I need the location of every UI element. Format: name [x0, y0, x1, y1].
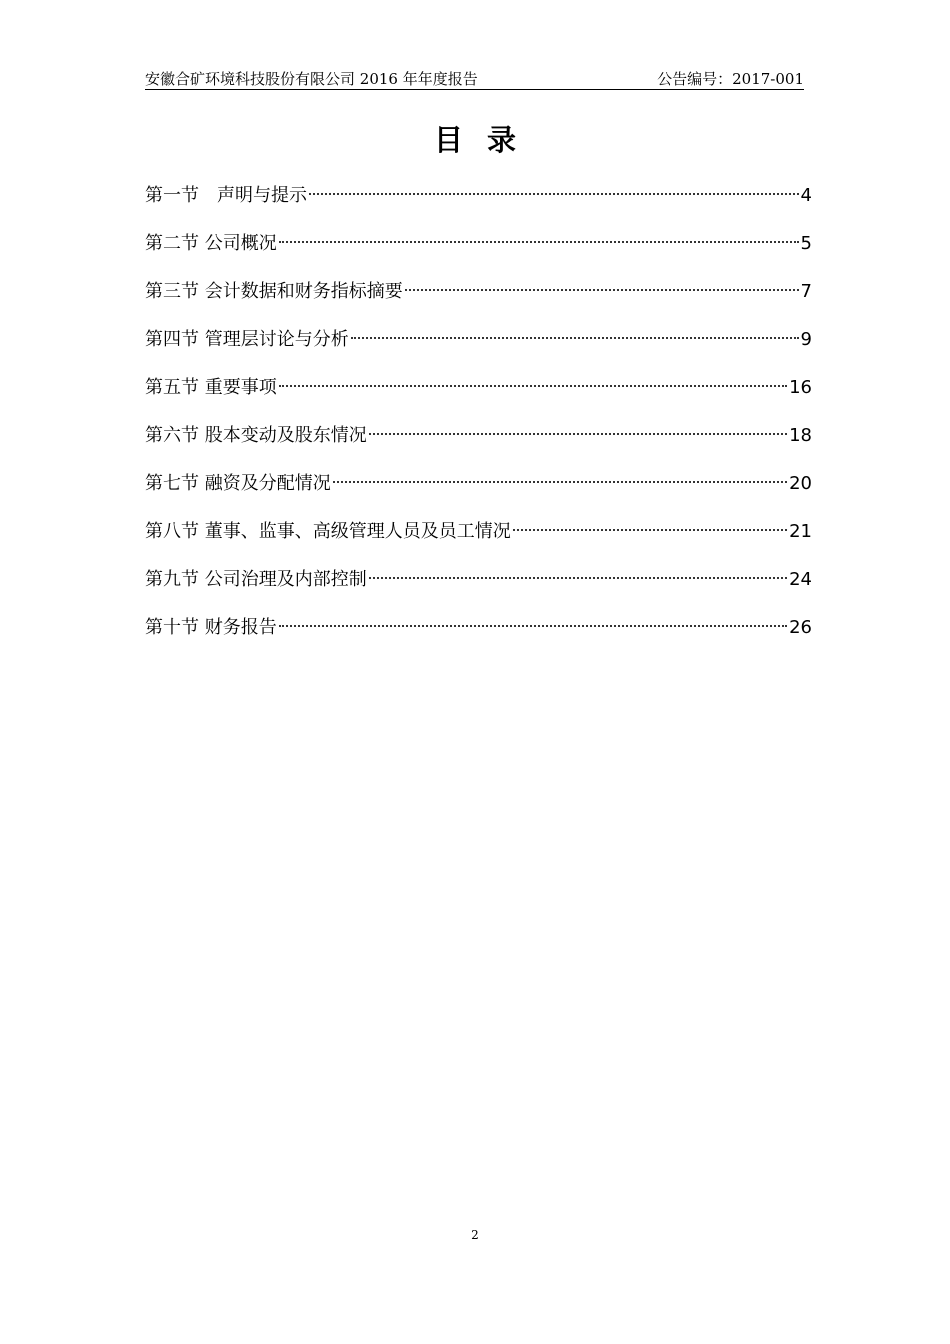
toc-entry-3[interactable] [145, 276, 812, 324]
toc-entry-label: 第二节 公司概况 [145, 233, 277, 254]
toc-entry-1[interactable] [145, 180, 812, 228]
dot-leader [369, 433, 787, 435]
toc-entry-page: 18 [789, 425, 812, 446]
toc-entry-label: 第六节 股本变动及股东情况 [145, 425, 367, 446]
announcement-number: 公告编号：2017-001 [657, 70, 804, 88]
toc-entry-label: 第五节 重要事项 [145, 377, 277, 398]
dot-leader [309, 193, 799, 195]
toc-entry-6[interactable] [145, 420, 812, 468]
dot-leader [279, 385, 787, 387]
toc-entry-4[interactable] [145, 324, 812, 372]
table-of-contents [145, 180, 812, 660]
toc-entry-label: 第四节 管理层讨论与分析 [145, 329, 349, 350]
toc-entry-label: 第九节 公司治理及内部控制 [145, 569, 367, 590]
toc-entry-page: 16 [789, 377, 812, 398]
toc-entry-8[interactable] [145, 516, 812, 564]
toc-entry-label: 第一节 声明与提示 [145, 185, 307, 206]
toc-entry-9[interactable] [145, 564, 812, 612]
toc-entry-page: 24 [789, 569, 812, 590]
toc-entry-label: 第七节 融资及分配情况 [145, 473, 331, 494]
page-number: 2 [471, 1228, 479, 1242]
toc-entry-page: 4 [800, 185, 812, 206]
toc-entry-label: 第三节 会计数据和财务指标摘要 [145, 281, 403, 302]
dot-leader [405, 289, 799, 291]
toc-entry-page: 5 [800, 233, 812, 254]
toc-entry-5[interactable] [145, 372, 812, 420]
dot-leader [513, 529, 787, 531]
toc-entry-label: 第八节 董事、监事、高级管理人员及员工情况 [145, 521, 511, 542]
dot-leader [279, 241, 799, 243]
toc-entry-page: 7 [800, 281, 812, 302]
toc-heading: 目录 [433, 123, 540, 157]
page-header [145, 69, 804, 90]
toc-entry-page: 26 [789, 617, 812, 638]
dot-leader [369, 577, 787, 579]
dot-leader [351, 337, 799, 339]
dot-leader [279, 625, 787, 627]
report-title-header: 安徽合矿环境科技股份有限公司 2016 年年度报告 [145, 70, 478, 88]
toc-entry-page: 21 [789, 521, 812, 542]
toc-entry-7[interactable] [145, 468, 812, 516]
toc-entry-10[interactable] [145, 612, 812, 660]
dot-leader [333, 481, 787, 483]
toc-entry-page: 20 [789, 473, 812, 494]
toc-entry-2[interactable] [145, 228, 812, 276]
toc-entry-page: 9 [800, 329, 812, 350]
toc-entry-label: 第十节 财务报告 [145, 617, 277, 638]
